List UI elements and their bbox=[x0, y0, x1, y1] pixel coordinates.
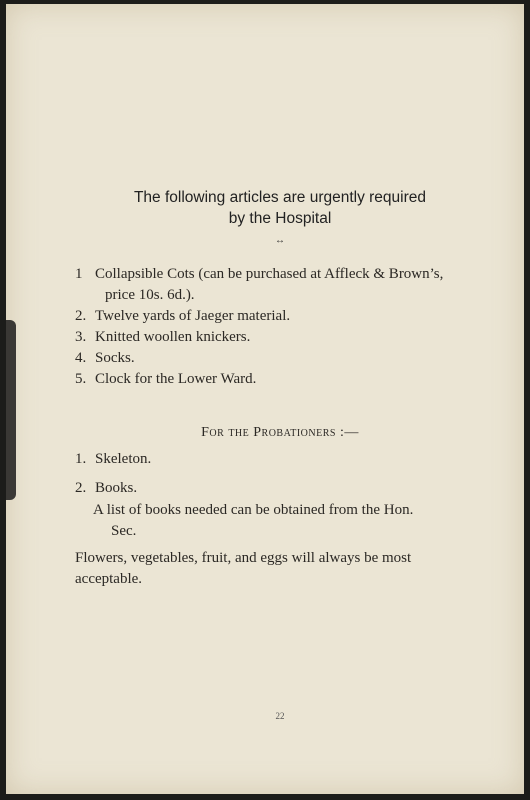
item-number: 1 bbox=[75, 266, 83, 282]
closing-line-1: Flowers, vegetables, fruit, and eggs will always be most bbox=[75, 550, 412, 566]
item-text: Twelve yards of Jaeger material. bbox=[95, 308, 291, 324]
page-heading bbox=[75, 187, 485, 229]
item-text: Clock for the Lower Ward. bbox=[95, 371, 257, 387]
list-item bbox=[75, 306, 485, 327]
list-item bbox=[75, 449, 485, 470]
required-items-list bbox=[75, 264, 485, 390]
item-number: 2. bbox=[75, 480, 87, 496]
list-item bbox=[75, 264, 485, 306]
item-number: 2. bbox=[75, 308, 87, 324]
closing-line-2: acceptable. bbox=[75, 571, 143, 587]
item-text-continuation: price 10s. 6d.). bbox=[105, 287, 195, 303]
item-text: Collapsible Cots (can be purchased at Affleck & Brown’s, bbox=[95, 266, 444, 282]
list-item bbox=[75, 327, 485, 348]
item-number: 5. bbox=[75, 371, 87, 387]
list-item bbox=[75, 348, 485, 369]
books-note-line-2: Sec. bbox=[111, 523, 137, 539]
heading-line-1: The following articles are urgently required bbox=[133, 189, 427, 206]
binding-clip bbox=[6, 320, 16, 500]
books-note-line-1: A list of books needed can be obtained from the Hon. bbox=[93, 502, 414, 518]
list-item bbox=[75, 478, 485, 499]
item-number: 3. bbox=[75, 329, 87, 345]
item-number: 4. bbox=[75, 350, 87, 366]
document-page bbox=[6, 4, 524, 794]
list-item bbox=[75, 369, 485, 390]
page-number: 22 bbox=[275, 711, 285, 721]
item-number: 1. bbox=[75, 451, 87, 467]
probationer-items-list-2 bbox=[75, 478, 485, 499]
closing-paragraph bbox=[75, 548, 485, 590]
books-note bbox=[75, 500, 503, 542]
item-text: Skeleton. bbox=[95, 451, 152, 467]
item-text: Knitted woollen knickers. bbox=[95, 329, 251, 345]
ornament-icon: ↔ bbox=[275, 235, 285, 246]
item-text: Books. bbox=[95, 480, 138, 496]
probationer-items-list bbox=[75, 449, 485, 470]
item-text: Socks. bbox=[95, 350, 135, 366]
heading-line-2: by the Hospital bbox=[228, 210, 332, 227]
probationers-heading: For the Probationers :— bbox=[201, 425, 359, 440]
